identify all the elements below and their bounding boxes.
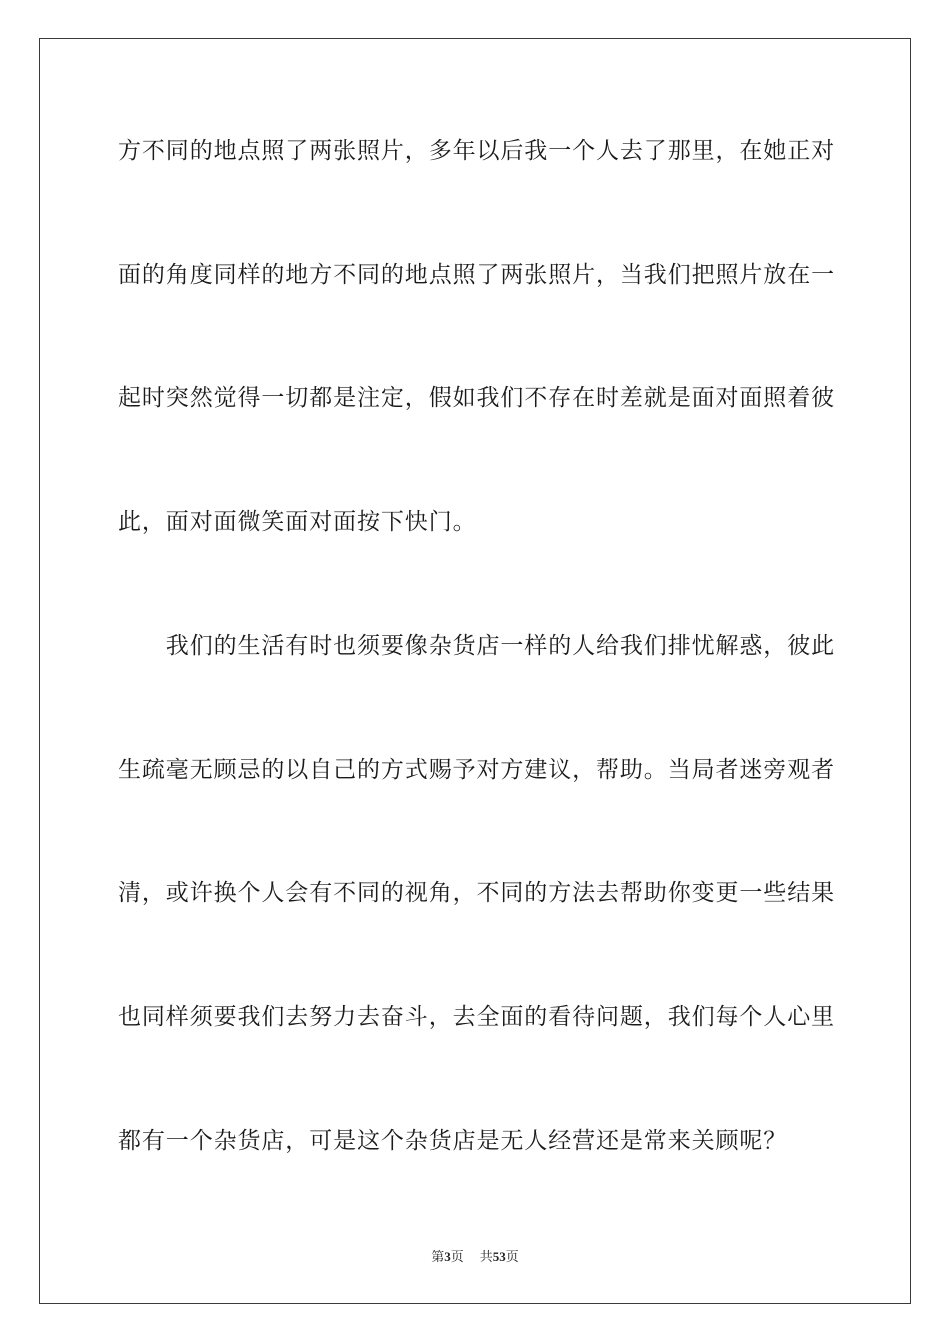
total-prefix: 共: [479, 1249, 493, 1264]
text-line: 方不同的地点照了两张照片，多年以后我一个人去了那里，在她正对: [118, 138, 835, 164]
page-number: 3: [444, 1249, 451, 1264]
text-line: 清，或许换个人会有不同的视角，不同的方法去帮助你变更一些结果: [118, 880, 835, 906]
total-suffix: 页: [505, 1249, 519, 1264]
text-line: 生疏毫无顾忌的以自己的方式赐予对方建议，帮助。当局者迷旁观者: [118, 757, 835, 783]
text-line: 面的角度同样的地方不同的地点照了两张照片，当我们把照片放在一: [118, 262, 835, 288]
page-footer: [0, 1248, 950, 1266]
page-suffix: 页: [450, 1249, 464, 1264]
total-pages: 53: [492, 1249, 506, 1264]
text-line: 此，面对面微笑面对面按下快门。: [118, 509, 477, 535]
page-border: [39, 38, 911, 1304]
text-line: 都有一个杂货店，可是这个杂货店是无人经营还是常来关顾呢？: [118, 1128, 788, 1154]
page-prefix: 第: [431, 1249, 445, 1264]
text-line: 起时突然觉得一切都是注定，假如我们不存在时差就是面对面照着彼: [118, 385, 835, 411]
text-line: 我们的生活有时也须要像杂货店一样的人给我们排忧解惑，彼此: [118, 633, 835, 659]
text-line: 也同样须要我们去努力去奋斗，去全面的看待问题，我们每个人心里: [118, 1004, 835, 1030]
